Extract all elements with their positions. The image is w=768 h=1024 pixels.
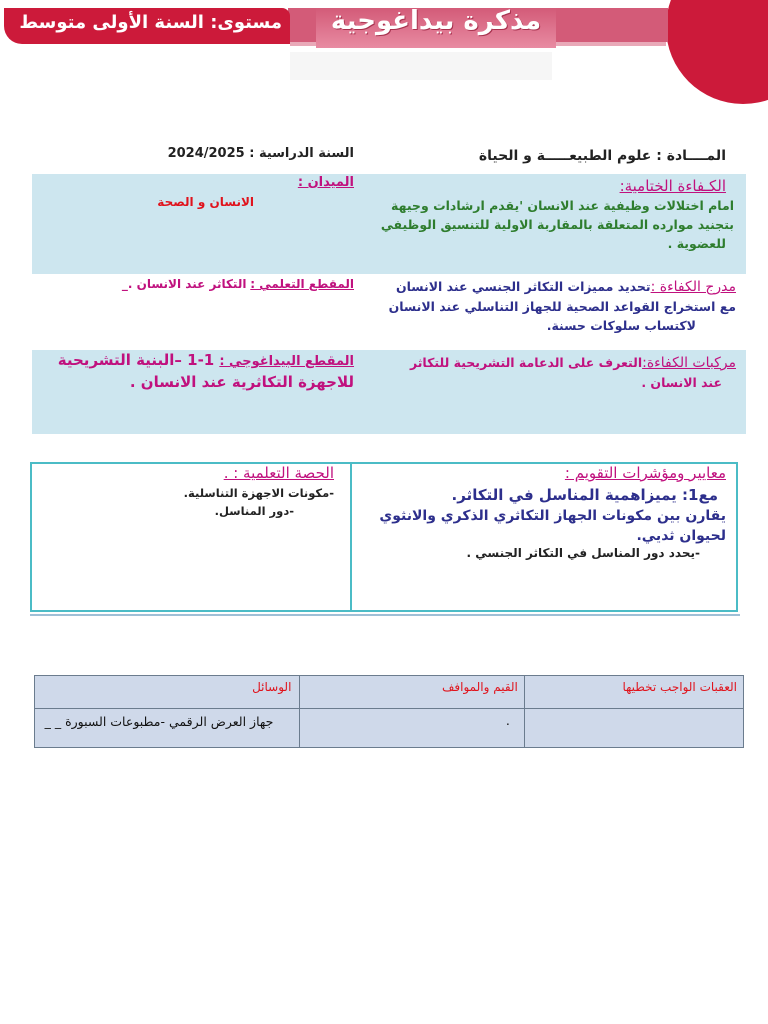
domain-value: الانسان و الصحة bbox=[157, 195, 254, 209]
title-shadow bbox=[290, 52, 552, 80]
session-item: -دور المناسل. bbox=[214, 504, 294, 518]
competence-level-line: مع استخراج القواعد الصحية للجهاز التناسلي عند الانسان bbox=[388, 299, 736, 314]
tools-table bbox=[34, 675, 744, 748]
learning-session bbox=[34, 464, 334, 518]
evaluation-base-line bbox=[30, 614, 740, 616]
criteria-line: يقارن بين مكونات الجهاز التكاثري الذكري والانثوي bbox=[379, 508, 726, 524]
decorative-circle bbox=[666, 0, 768, 104]
table-cell-values: . bbox=[300, 709, 524, 748]
criteria-line: -يحدد دور المناسل في التكاثر الجنسي . bbox=[466, 546, 700, 560]
competence-components-title: مركبات الكفاءة: bbox=[642, 355, 736, 371]
year-label: السنة الدراسية : 2024/2025 bbox=[167, 146, 354, 161]
table-header-obstacles: العقبات الواجب تخطيها bbox=[524, 676, 743, 709]
pedagogical-segment-value: 1-1 –البنية التشريحية bbox=[57, 351, 215, 369]
final-competence-text bbox=[381, 196, 734, 253]
session-item: -مكونات الاجهزة التناسلية. bbox=[183, 486, 334, 500]
subject-label: المــــادة : علوم الطبيعـــــة و الحياة bbox=[478, 148, 726, 164]
evaluation-criteria bbox=[356, 464, 726, 560]
final-competence-title: الكـفاءة الختامية: bbox=[619, 177, 726, 195]
learning-session-title: الحصة التعلمية : . bbox=[223, 464, 334, 482]
table-row bbox=[35, 709, 744, 748]
competence-level bbox=[386, 277, 736, 335]
table-cell-tools: جهاز العرض الرقمي -مطبوعات السبورة _ _ bbox=[35, 709, 300, 748]
domain-title: الميدان : bbox=[297, 175, 354, 190]
table-cell-obstacles bbox=[524, 709, 743, 748]
competence-line: بتجنيد موارده المتعلقة بالمقاربة الاولية للتنسيق الوظيفي bbox=[380, 217, 734, 232]
pedagogical-segment-value-2: للاجهزة التكاثرية عند الانسان . bbox=[129, 373, 354, 391]
pedagogical-segment-title: المقطع البيداغوجي : bbox=[219, 354, 354, 369]
criteria-line: لحيوان ثديي. bbox=[636, 528, 726, 544]
competence-level-line: لاكتساب سلوكات حسنة. bbox=[546, 318, 696, 333]
competence-level-title: مدرج الكفاءة : bbox=[650, 279, 736, 295]
criteria-main: مع1: يميزاهمية المناسل في التكاثر. bbox=[451, 486, 718, 504]
competence-line: امام اختلالات وظيفية عند الانسان 'يقدم ارشادات وجيهة bbox=[391, 198, 734, 213]
evaluation-divider bbox=[350, 462, 352, 612]
competence-components-line: عند الانسان . bbox=[641, 375, 722, 390]
pedagogical-segment bbox=[24, 350, 354, 391]
table-header-row bbox=[35, 676, 744, 709]
learning-segment-value: التكاثر عند الانسان ._ bbox=[121, 277, 247, 291]
competence-components-line: التعرف على الدعامة التشريحية للتكاثر bbox=[409, 355, 643, 370]
evaluation-criteria-title: معايير ومؤشرات التقويم : bbox=[564, 464, 726, 482]
competence-components bbox=[376, 353, 736, 392]
competence-line: للعضوية . bbox=[667, 236, 726, 251]
table-header-tools: الوسائل bbox=[35, 676, 300, 709]
competence-level-line: تحديد مميزات التكاثر الجنسي عند الانسان bbox=[395, 279, 651, 294]
table-header-values: القيم والموافف bbox=[300, 676, 524, 709]
learning-segment bbox=[122, 277, 354, 291]
document-title: مذكرة بيداغوجية bbox=[330, 6, 542, 36]
learning-segment-title: المقطع التعلمي : bbox=[250, 277, 354, 291]
level-banner: مستوى: السنة الأولى متوسط bbox=[4, 8, 290, 44]
